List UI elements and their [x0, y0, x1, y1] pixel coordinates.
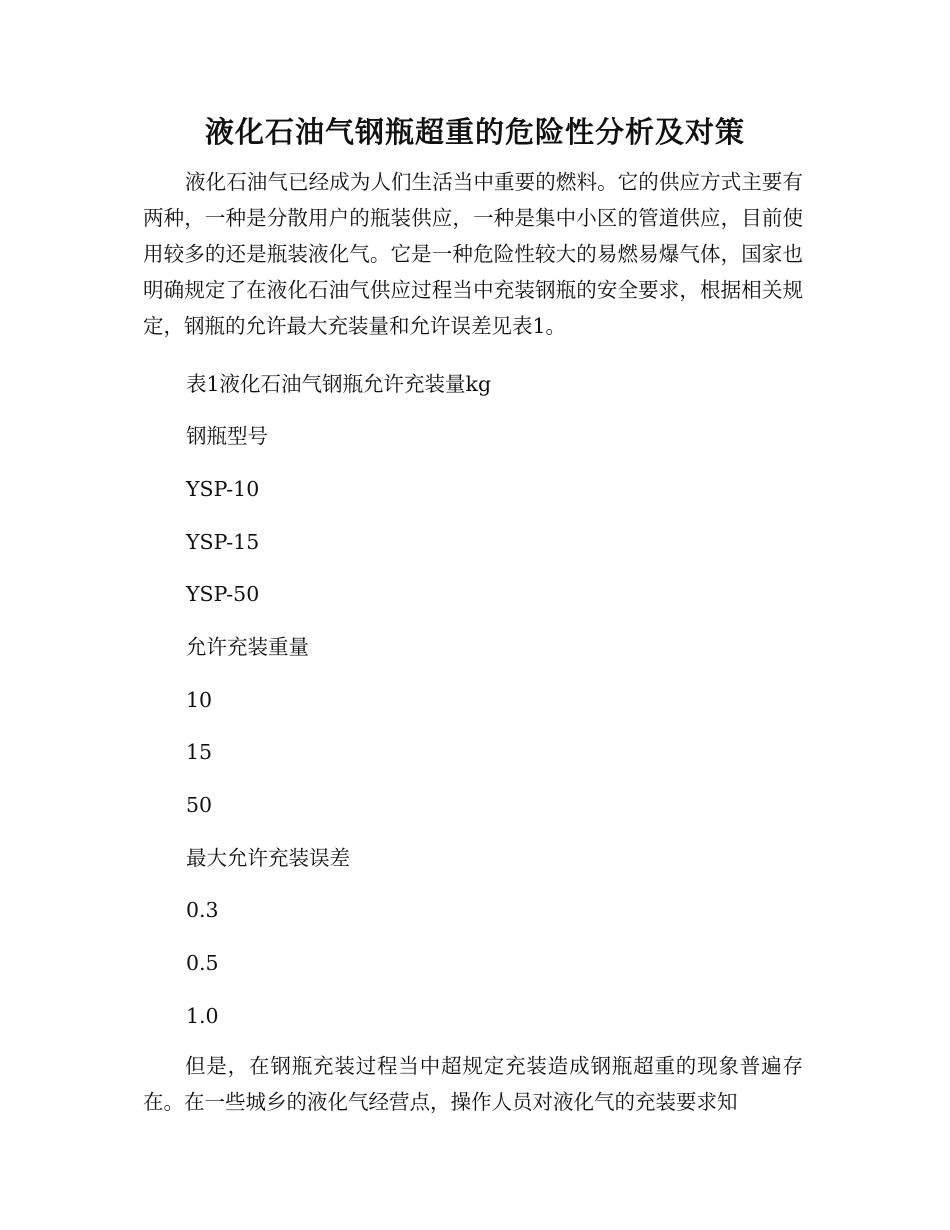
intro-paragraph: 液化石油气已经成为人们生活当中重要的燃料。它的供应方式主要有两种，一种是分散用户的瓶装供应，一种是集中小区的管道供应，目前使用较多的还是瓶装液化气。它是一种危险性较大的易燃易爆气体，国家也明确规定了在液化石油气供应过程当中充装钢瓶的安全要求，根据相关规定，钢瓶的允许最大充装量和允许误差见表1。 [143, 170, 803, 338]
table-cell-weight: 10 [186, 688, 213, 712]
table-caption: 表1液化石油气钢瓶允许充装量kg [186, 372, 492, 396]
table-cell-weight: 50 [186, 793, 213, 817]
table-header-model: 钢瓶型号 [186, 424, 268, 448]
table-cell-weight: 15 [186, 740, 213, 764]
table-header-error: 最大允许充装误差 [186, 846, 350, 870]
table-cell-error: 0.3 [186, 898, 219, 922]
table-cell-error: 0.5 [186, 951, 219, 975]
table-cell-model: YSP-10 [186, 477, 260, 501]
document-title: 液化石油气钢瓶超重的危险性分析及对策 [204, 115, 745, 149]
table-header-weight: 允许充装重量 [186, 635, 309, 659]
table-cell-model: YSP-15 [186, 530, 260, 554]
closing-paragraph: 但是，在钢瓶充装过程当中超规定充装造成钢瓶超重的现象普遍存在。在一些城乡的液化气经营点，操作人员对液化气的充装要求知 [143, 1054, 803, 1114]
table-cell-model: YSP-50 [186, 582, 260, 606]
table-cell-error: 1.0 [186, 1004, 219, 1028]
